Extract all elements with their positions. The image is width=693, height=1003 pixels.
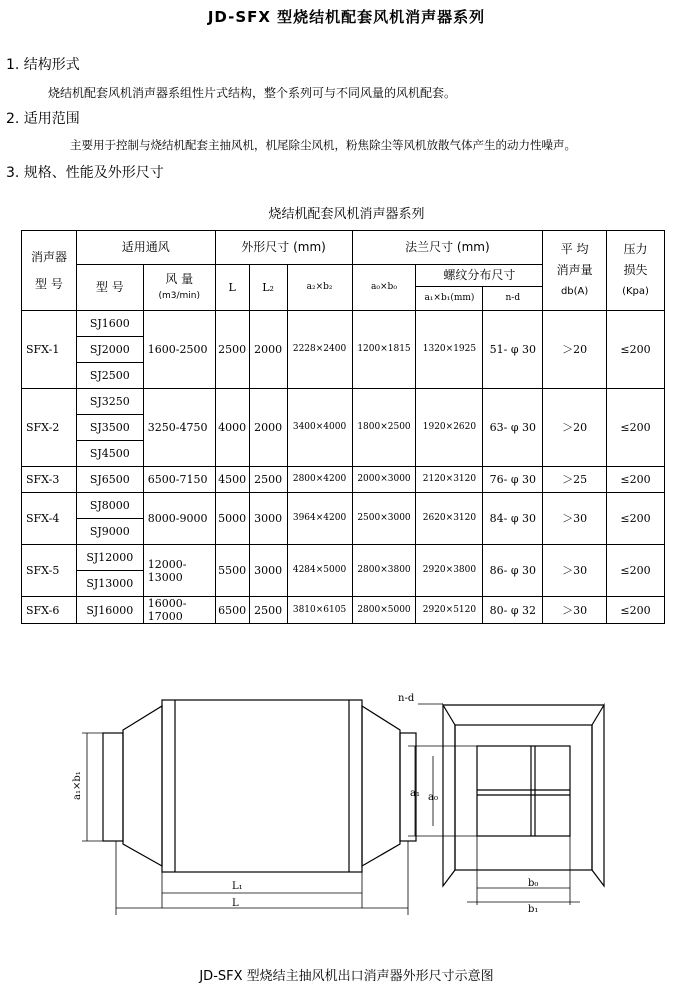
cell-L: 6500 <box>215 597 249 624</box>
label-b0: b₀ <box>528 878 539 889</box>
left-transition <box>123 706 162 866</box>
section-text-scope: 主要用于控制与烧结机配套主抽风机，机尾除尘风机，粉焦除尘等风机放散气体产生的动力性噪声。 <box>70 138 576 152</box>
cell-noise: ＞30 <box>543 545 607 597</box>
cell-a2b2: 2228×2400 <box>287 311 352 389</box>
header-flange-group: 法兰尺寸 (mm) <box>352 231 543 265</box>
header-a0b0: a₀×b₀ <box>352 265 416 311</box>
cell-L: 4500 <box>215 467 249 493</box>
header-loss-line1: 压力 <box>623 242 648 256</box>
side-view-drawing <box>82 700 416 915</box>
cell-a2b2: 4284×5000 <box>287 545 352 597</box>
cell-nd: 63- φ 30 <box>483 389 543 467</box>
cell-a0b0: 2000×3000 <box>352 467 416 493</box>
cell-a1b1: 2920×3800 <box>416 545 483 597</box>
document-title: JD-SFX 型烧结机配套风机消声器系列 <box>207 8 486 26</box>
label-b1: b₁ <box>528 904 539 915</box>
header-loss-line3: (Kpa) <box>622 286 649 297</box>
cell-model: SFX-5 <box>22 545 77 597</box>
cell-model: SFX-6 <box>22 597 77 624</box>
cell-fan-model: SJ2500 <box>76 363 143 389</box>
header-noise-line3: db(A) <box>560 286 589 297</box>
header-outline-group: 外形尺寸 (mm) <box>215 231 352 265</box>
cell-a2b2: 3810×6105 <box>287 597 352 624</box>
cell-a1b1: 2920×5120 <box>416 597 483 624</box>
header-L2: L₂ <box>249 265 287 311</box>
front-view-drawing <box>408 704 604 905</box>
cell-a2b2: 3400×4000 <box>287 389 352 467</box>
header-a2b2: a₂×b₂ <box>287 265 352 311</box>
label-nd: n-d <box>398 693 415 704</box>
cell-fan-model: SJ13000 <box>76 571 143 597</box>
header-airflow-label: 风 量 <box>165 271 194 286</box>
cell-loss: ≤200 <box>607 467 665 493</box>
cell-a0b0: 2500×3000 <box>352 493 416 545</box>
cell-nd: 86- φ 30 <box>483 545 543 597</box>
drawing-caption: JD-SFX 型烧结主抽风机出口消声器外形尺寸示意图 <box>199 969 494 984</box>
cell-fan-model: SJ16000 <box>76 597 143 624</box>
label-a0: a₀ <box>428 792 438 803</box>
cell-loss: ≤200 <box>607 493 665 545</box>
header-noise-line2: 消声量 <box>556 263 593 277</box>
label-l1: L₁ <box>232 881 243 892</box>
header-model-top: 消声器 <box>30 249 67 264</box>
drawing-labels <box>72 693 538 915</box>
cell-airflow: 1600-2500 <box>143 311 215 389</box>
cell-loss: ≤200 <box>607 311 665 389</box>
cell-L2: 2000 <box>249 311 287 389</box>
cell-airflow: 8000-9000 <box>143 493 215 545</box>
cell-nd: 51- φ 30 <box>483 311 543 389</box>
cell-airflow: 12000-13000 <box>143 545 215 597</box>
cell-noise: ＞20 <box>543 311 607 389</box>
cell-a1b1: 1920×2620 <box>416 389 483 467</box>
cell-noise: ＞30 <box>543 597 607 624</box>
left-flange <box>103 733 123 841</box>
label-a1b1: a₁×b₁ <box>72 771 83 800</box>
cell-a0b0: 1800×2500 <box>352 389 416 467</box>
cell-noise: ＞30 <box>543 493 607 545</box>
cell-a1b1: 2620×3120 <box>416 493 483 545</box>
cell-nd: 76- φ 30 <box>483 467 543 493</box>
table-title: 烧结机配套风机消声器系列 <box>268 207 425 222</box>
cell-a2b2: 2800×4200 <box>287 467 352 493</box>
cell-L: 5000 <box>215 493 249 545</box>
header-L: L <box>215 265 249 311</box>
cell-loss: ≤200 <box>607 389 665 467</box>
cell-loss: ≤200 <box>607 597 665 624</box>
front-frame <box>455 725 592 870</box>
front-left-wall <box>443 705 455 886</box>
label-l: L <box>232 898 239 909</box>
cell-a2b2: 3964×4200 <box>287 493 352 545</box>
cell-model: SFX-4 <box>22 493 77 545</box>
cell-L: 4000 <box>215 389 249 467</box>
cell-fan-model: SJ4500 <box>76 441 143 467</box>
cell-a0b0: 2800×3800 <box>352 545 416 597</box>
header-a1b1: a₁×b₁(mm) <box>416 287 483 311</box>
cell-fan-model: SJ8000 <box>76 493 143 519</box>
cell-fan-model: SJ6500 <box>76 467 143 493</box>
label-a1: a₁ <box>410 788 420 799</box>
header-model-bottom: 型 号 <box>35 276 63 291</box>
cell-L2: 2000 <box>249 389 287 467</box>
header-fan-model: 型 号 <box>76 265 143 311</box>
header-airflow-unit: (m3/min) <box>158 290 200 301</box>
cell-airflow: 6500-7150 <box>143 467 215 493</box>
cell-nd: 80- φ 32 <box>483 597 543 624</box>
cell-model: SFX-3 <box>22 467 77 493</box>
cell-airflow: 16000-17000 <box>143 597 215 624</box>
cell-airflow: 3250-4750 <box>143 389 215 467</box>
cell-fan-model: SJ12000 <box>76 545 143 571</box>
cell-L2: 3000 <box>249 545 287 597</box>
header-fan-group: 适用通风 <box>76 231 215 265</box>
cell-fan-model: SJ3250 <box>76 389 143 415</box>
cell-a1b1: 1320×1925 <box>416 311 483 389</box>
section-heading-structure: 1. 结构形式 <box>6 57 80 73</box>
front-opening <box>477 746 570 836</box>
cell-L2: 3000 <box>249 493 287 545</box>
cell-a0b0: 1200×1815 <box>352 311 416 389</box>
cell-model: SFX-1 <box>22 311 77 389</box>
header-bolt-group: 螺纹分布尺寸 <box>416 265 543 287</box>
cell-L: 5500 <box>215 545 249 597</box>
section-heading-scope: 2. 适用范围 <box>6 111 80 127</box>
cell-fan-model: SJ3500 <box>76 415 143 441</box>
cell-noise: ＞25 <box>543 467 607 493</box>
right-flange <box>400 733 416 841</box>
cell-nd: 84- φ 30 <box>483 493 543 545</box>
right-transition <box>362 706 400 866</box>
cell-noise: ＞20 <box>543 389 607 467</box>
cell-fan-model: SJ1600 <box>76 311 143 337</box>
front-right-wall <box>592 705 604 886</box>
cell-a1b1: 2120×3120 <box>416 467 483 493</box>
cell-loss: ≤200 <box>607 545 665 597</box>
silencer-body <box>162 700 362 872</box>
header-nd: n-d <box>483 287 543 311</box>
cell-fan-model: SJ2000 <box>76 337 143 363</box>
cell-fan-model: SJ9000 <box>76 519 143 545</box>
cell-a0b0: 2800×5000 <box>352 597 416 624</box>
cell-L: 2500 <box>215 311 249 389</box>
cell-L2: 2500 <box>249 597 287 624</box>
header-loss-line2: 损失 <box>623 263 648 277</box>
cell-model: SFX-2 <box>22 389 77 467</box>
header-noise-line1: 平 均 <box>560 242 589 256</box>
section-heading-specs: 3. 规格、性能及外形尺寸 <box>6 165 164 181</box>
cell-L2: 2500 <box>249 467 287 493</box>
section-text-structure: 烧结机配套风机消声器系组性片式结构，整个系列可与不同风量的风机配套。 <box>48 86 457 100</box>
